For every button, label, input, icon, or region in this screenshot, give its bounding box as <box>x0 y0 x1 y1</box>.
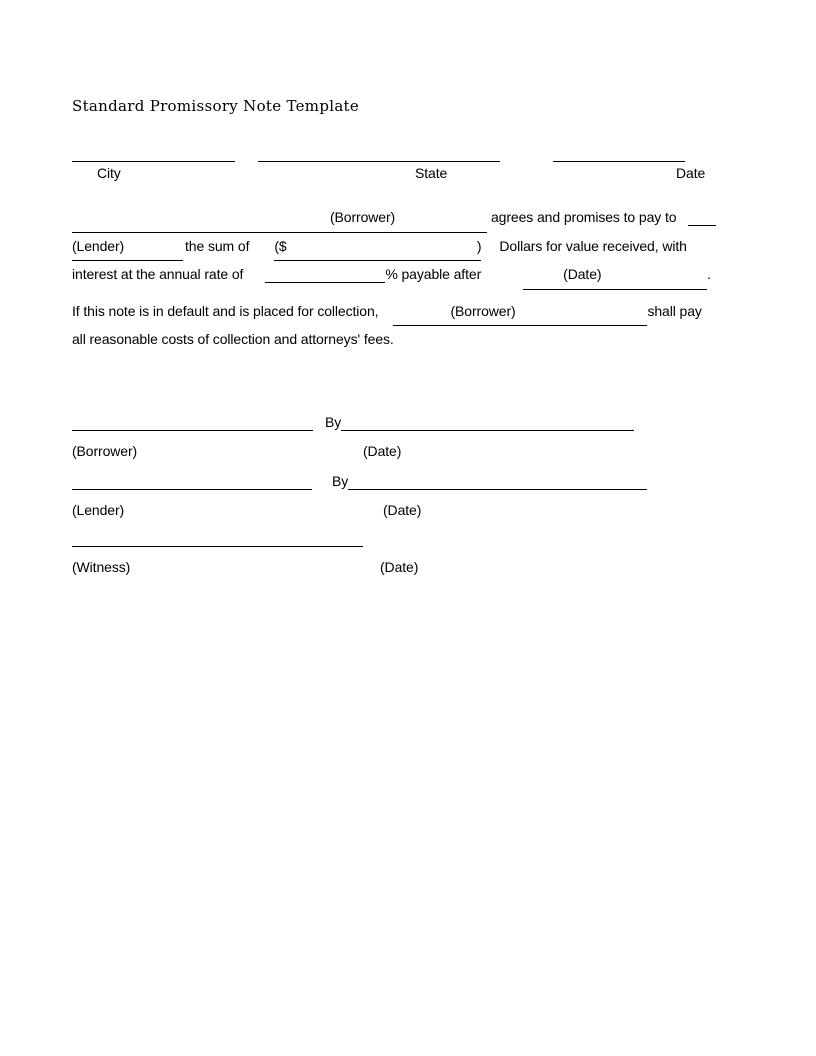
promise-paragraph <box>72 204 744 290</box>
promise-text: agrees and promises to pay to <box>491 209 677 225</box>
costs-text: all reasonable costs of collection and attorneys' fees. <box>72 331 394 347</box>
shall-pay-text: shall pay <box>647 302 702 319</box>
lender-label: (Lender) <box>72 501 125 518</box>
header-labels <box>72 165 744 182</box>
payee-short-blank[interactable] <box>688 211 716 226</box>
witness-signature-blank[interactable] <box>72 532 363 547</box>
date-label: (Date) <box>380 558 419 575</box>
default-borrower-blank[interactable] <box>393 298 647 327</box>
close-paren: ) <box>476 237 482 254</box>
lender-signature-blank[interactable] <box>72 475 312 490</box>
date-inline-label: (Date) <box>563 266 602 282</box>
borrower-signature-labels <box>72 443 744 460</box>
header-blank-lines <box>72 146 744 162</box>
witness-signature-labels <box>72 559 744 576</box>
borrower-signature-blank[interactable] <box>72 416 313 431</box>
lender-date-blank[interactable] <box>348 475 647 490</box>
by-label: By <box>332 472 349 489</box>
sentence-period: . <box>707 266 711 282</box>
paragraph-line <box>72 298 744 327</box>
witness-label: (Witness) <box>72 558 131 575</box>
lender-signature-row <box>72 468 744 494</box>
sum-text: the sum of <box>185 237 250 254</box>
borrower-name-blank[interactable] <box>72 204 487 233</box>
open-paren-dollar: ($ <box>274 237 287 254</box>
lender-blank[interactable] <box>72 233 183 262</box>
paragraph-line <box>72 204 744 233</box>
borrower-date-blank[interactable] <box>341 416 634 431</box>
page-title: Standard Promissory Note Template <box>72 97 360 115</box>
amount-blank[interactable] <box>274 233 481 262</box>
borrower-inline-label: (Borrower) <box>450 302 516 319</box>
interest-rate-blank[interactable] <box>265 268 385 283</box>
borrower-label: (Borrower) <box>72 442 138 459</box>
state-blank-line[interactable] <box>258 146 500 162</box>
date-label: (Date) <box>363 442 402 459</box>
payable-date-blank[interactable] <box>523 261 707 290</box>
borrower-signature-row <box>72 409 744 435</box>
lender-signature-labels <box>72 502 744 519</box>
date-label: Date <box>676 165 706 181</box>
date-label: (Date) <box>383 501 422 518</box>
city-label: City <box>97 165 121 181</box>
interest-text: interest at the annual rate of <box>72 266 244 282</box>
state-label: State <box>415 165 448 181</box>
paragraph-line <box>72 261 744 290</box>
city-blank-line[interactable] <box>72 146 235 162</box>
by-label: By <box>325 413 342 430</box>
borrower-inline-label: (Borrower) <box>330 209 396 225</box>
default-text: If this note is in default and is placed for collection, <box>72 302 379 319</box>
default-paragraph <box>72 298 744 354</box>
date-blank-line[interactable] <box>553 146 685 162</box>
lender-inline-label: (Lender) <box>72 237 125 254</box>
witness-signature-row <box>72 525 744 551</box>
payable-text: % payable after <box>385 266 482 282</box>
dollars-text: Dollars for value received, with <box>499 237 687 254</box>
paragraph-line <box>72 326 744 354</box>
paragraph-line <box>72 233 744 262</box>
